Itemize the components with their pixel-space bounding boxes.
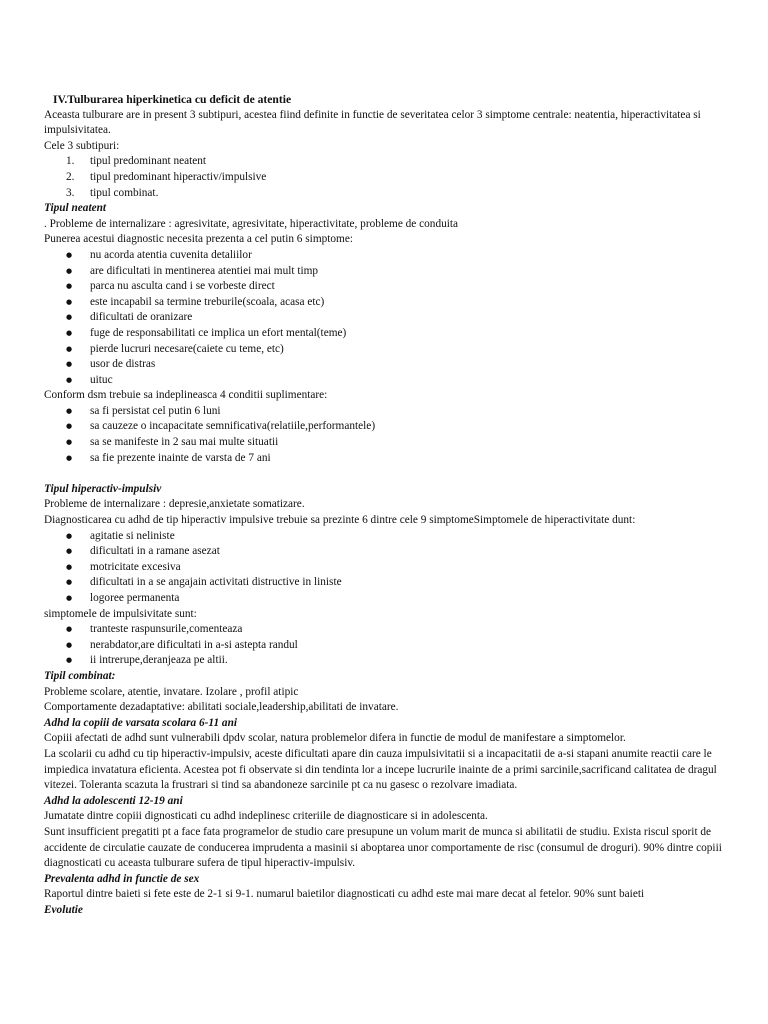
list-item: 3. tipul combinat. <box>66 186 159 199</box>
bullet-icon: ● <box>66 656 73 665</box>
paragraph: Conform dsm trebuie sa indeplineasca 4 conditii suplimentare: <box>44 389 328 402</box>
heading-neatent: Tipul neatent <box>44 202 107 215</box>
paragraph: Copiii afectati de adhd sunt vulnerabili dpdv scolar, natura problemelor difera in functie de modul de manifestare a simptomelor. <box>44 732 626 745</box>
bullet-icon: ● <box>66 531 73 540</box>
paragraph: Sunt insufficient pregatiti pt a face fata programelor de studio care presupune un volum marit de munca si abilitatii de studiu. Exista riscul sporit de accidente de circulatie cauzate de conducerea imprudenta a masinii si aboptarea unor comportamente de risc (consumul de droguri). 90% dintre copiii diagnosticati cu aceasta tulburare sufera de tipul hiperactiv-impulsiv. <box>44 825 722 870</box>
paragraph: Probleme de internalizare : depresie,anxietate somatizare. <box>44 498 305 511</box>
list-item: ● ii intrerupe,deranjeaza pe altii. <box>44 653 728 669</box>
paragraph: Jumatate dintre copiii dignosticati cu adhd indeplinesc criteriile de diagnosticare si in adolescenta. <box>44 810 488 823</box>
list-item: ● parca nu asculta cand i se vorbeste direct <box>44 279 728 295</box>
bullet-icon: ● <box>66 625 73 634</box>
list-item: 2. tipul predominant hiperactiv/impulsive <box>66 170 267 183</box>
list-item: ● sa cauzeze o incapacitate semnificativa(relatiile,performantele) <box>44 419 728 435</box>
list-item: ● agitatie si neliniste <box>44 529 728 545</box>
heading-prevalenta: Prevalenta adhd in functie de sex <box>44 872 200 885</box>
list-item: ● pierde lucruri necesare(caiete cu teme, etc) <box>44 342 728 358</box>
bullet-icon: ● <box>66 562 73 571</box>
bullet-icon: ● <box>66 640 73 649</box>
bullet-icon: ● <box>66 453 73 462</box>
list-item: ● nu acorda atentia cuvenita detaliilor <box>44 248 728 264</box>
list-item: ● fuge de responsabilitati ce implica un efort mental(teme) <box>44 326 728 342</box>
impulsivity-symptoms-list <box>44 622 728 669</box>
paragraph: simptomele de impulsivitate sunt: <box>44 607 197 620</box>
list-item: ● motricitate excesiva <box>44 560 728 576</box>
bullet-icon: ● <box>66 360 73 369</box>
intro-paragraph: Aceasta tulburare are in present 3 subtipuri, acestea fiind definite in functie de severitatea celor 3 simptome centrale: neatentia, hiperactivitatea si impulsivitatea. <box>44 108 701 137</box>
paragraph: Probleme scolare, atentie, invatare. Izolare , profil atipic <box>44 685 299 698</box>
bullet-icon: ● <box>66 297 73 306</box>
list-item: ● dificultati in a ramane asezat <box>44 544 728 560</box>
list-item: 1. tipul predominant neatent <box>66 155 207 168</box>
list-item: ● nerabdator,are dificultati in a-si astepta randul <box>44 638 728 654</box>
list-item: ● uituc <box>44 373 728 389</box>
neatent-symptoms-list <box>44 248 728 388</box>
paragraph: Raportul dintre baieti si fete este de 2-1 si 9-1. numarul baietilor diagnosticati cu adhd este mai mare decat al fetelor. 90% sunt baieti <box>44 888 645 901</box>
heading-hiperactiv: Tipul hiperactiv-impulsiv <box>44 482 162 495</box>
bullet-icon: ● <box>66 438 73 447</box>
paragraph: La scolarii cu adhd cu tip hiperactiv-impulsiv, aceste dificultati apare din cauza impulsivitatii si a incapacitatii de a-si stapani anumite reactii care le impiedica invatatura eficienta. Acestea pot fi observate si din tendinta lor a incepe lucrurile inainte de a primi sarcinile,sacrificand calitatea de dragul vitezei. Toleranta scazuta la frustrari si tind sa abandoneze sarcinile pt ca nu gasesc o rezolvare imadiata. <box>44 747 717 792</box>
bullet-icon: ● <box>66 250 73 259</box>
bullet-icon: ● <box>66 344 73 353</box>
heading-adolescenti: Adhd la adolescenti 12-19 ani <box>44 794 183 807</box>
paragraph: Punerea acestui diagnostic necesita prezenta a cel putin 6 simptome: <box>44 233 353 246</box>
list-item: ● tranteste raspunsurile,comenteaza <box>44 622 728 638</box>
list-item: ● dificultati in a se angajain activitati distructive in liniste <box>44 575 728 591</box>
list-item: ● dificultati de oranizare <box>44 310 728 326</box>
paragraph: Diagnosticarea cu adhd de tip hiperactiv impulsive trebuie sa prezinte 6 dintre cele 9 simptomeSimptomele de hiperactivitate dunt: <box>44 514 636 527</box>
subtypes-list <box>44 154 728 201</box>
subtypes-intro: Cele 3 subtipuri: <box>44 139 120 152</box>
list-item: ● sa se manifeste in 2 sau mai multe situatii <box>44 435 728 451</box>
bullet-icon: ● <box>66 375 73 384</box>
bullet-icon: ● <box>66 266 73 275</box>
document-title: IV.Tulburarea hiperkinetica cu deficit de atentie <box>53 93 292 106</box>
bullet-icon: ● <box>66 313 73 322</box>
list-item: ● are dificultati in mentinerea atentiei mai mult timp <box>44 264 728 280</box>
hyperactivity-symptoms-list <box>44 529 728 607</box>
bullet-icon: ● <box>66 406 73 415</box>
bullet-icon: ● <box>66 594 73 602</box>
list-item: ● este incapabil sa termine treburile(scoala, acasa etc) <box>44 295 728 311</box>
list-item: ● sa fie prezente inainte de varsta de 7 ani <box>44 451 728 467</box>
bullet-icon: ● <box>66 422 73 431</box>
list-item: ● usor de distras <box>44 357 728 373</box>
heading-scolara: Adhd la copiii de varsata scolara 6-11 ani <box>44 716 237 729</box>
bullet-icon: ● <box>66 282 73 291</box>
bullet-icon: ● <box>66 578 73 587</box>
spacer <box>44 466 728 482</box>
bullet-icon: ● <box>66 328 73 337</box>
paragraph: Comportamente dezadaptative: abilitati sociale,leadership,abilitati de invatare. <box>44 701 399 714</box>
bullet-icon: ● <box>66 547 73 556</box>
list-item: ● sa fi persistat cel putin 6 luni <box>44 404 728 420</box>
heading-combinat: Tipil combinat: <box>44 669 116 682</box>
conditions-list <box>44 404 728 466</box>
paragraph: . Probleme de internalizare : agresivitate, agresivitate, hiperactivitate, probleme de conduita <box>44 217 459 230</box>
heading-evolutie: Evolutie <box>44 903 83 916</box>
list-item: ● logoree permanenta <box>44 591 728 607</box>
